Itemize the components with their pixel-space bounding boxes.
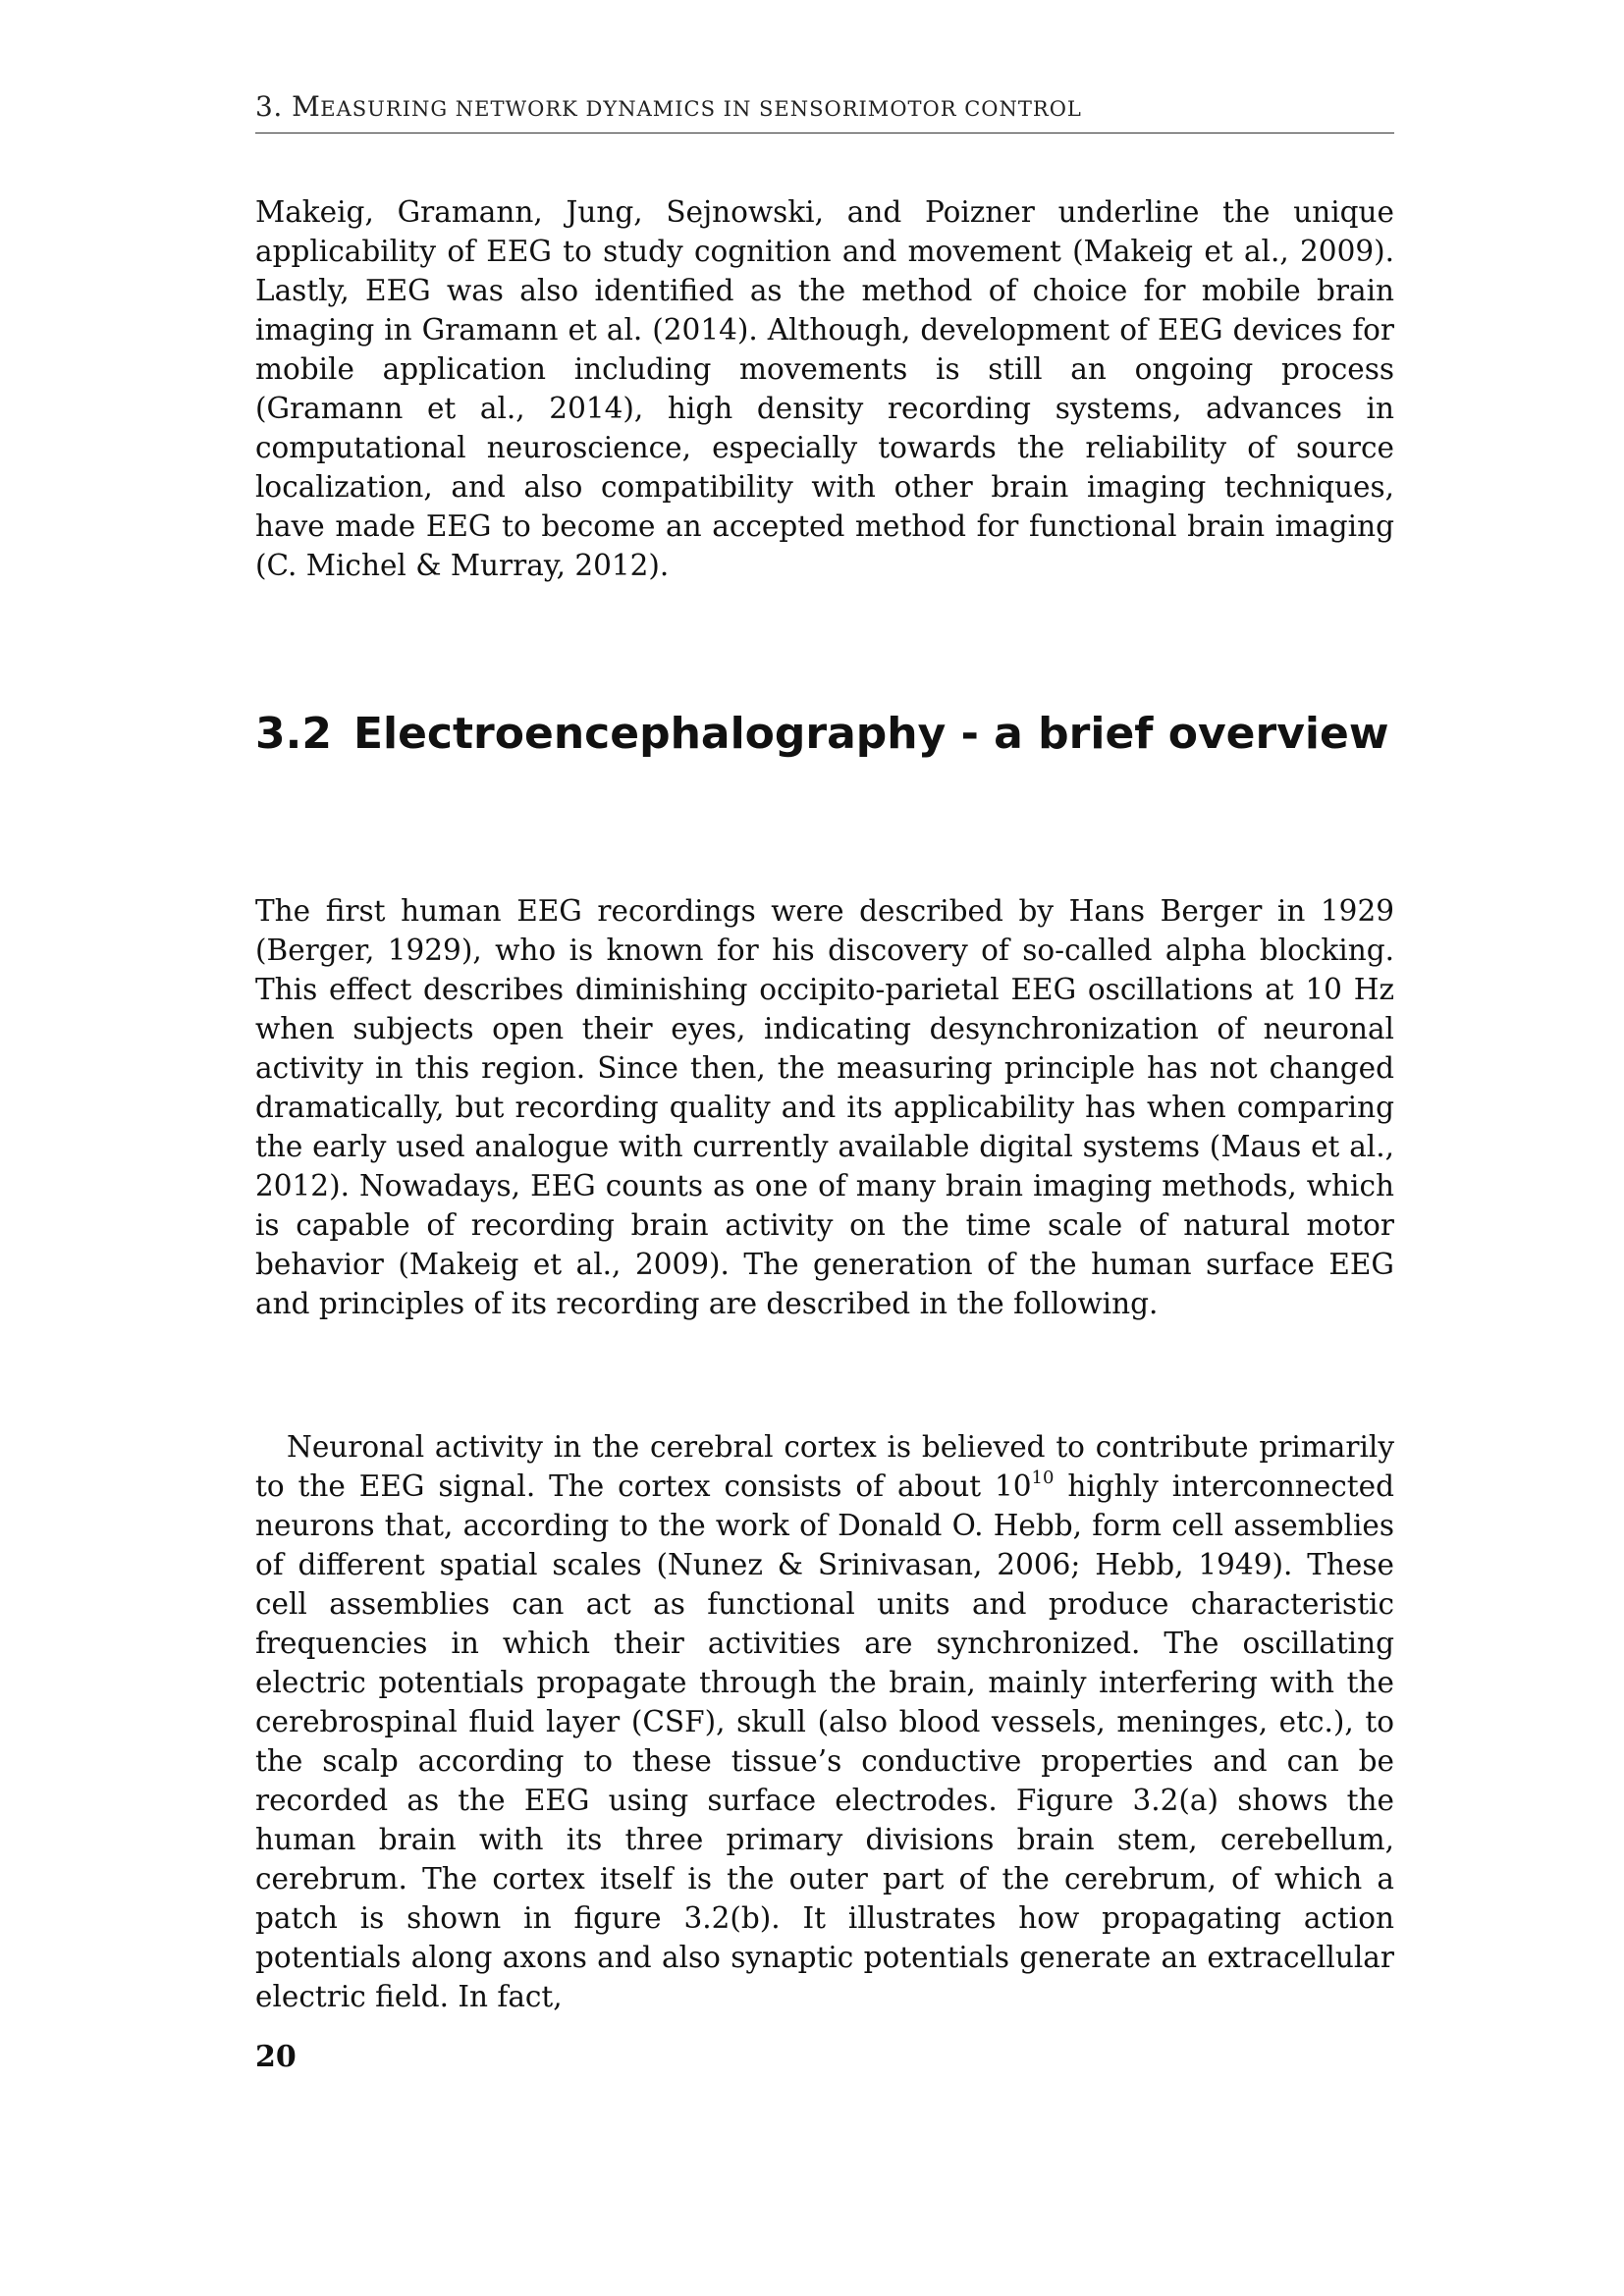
chapter-number: 3. <box>255 90 283 123</box>
paragraph-neuronal-activity-part2: highly interconnected neurons that, according to the work of Donald O. Hebb, form cell assemblies of different spatial scales (Nunez & Srinivasan, 2006; Hebb, 1949). These cell assemblies can act as functional units and produce characteristic frequencies in which their activities are synchronized. The oscillating electric potentials propagate through the brain, mainly interfering with the cerebrospinal fluid layer (CSF), skull (also blood vessels, meninges, etc.), to the scalp according to these tissue’s conductive properties and can be recorded as the EEG using surface electrodes. Figure 3.2(a) shows the human brain with its three primary divisions brain stem, cerebellum, cerebrum. The cortex itself is the outer part of the cerebrum, of which a patch is shown in figure 3.2(b). It illustrates how propagating action potentials along axons and also synaptic potentials generate an extracellular electric field. In fact, <box>255 1469 1394 2013</box>
section-number: 3.2 <box>255 709 332 759</box>
section-heading <box>255 705 1394 764</box>
paragraph-intro: Makeig, Gramann, Jung, Sejnowski, and Poizner underline the unique applicability of EEG to study cognition and movement (Makeig et al., 2009). Lastly, EEG was also identified as the method of choice for mobile brain imaging in Gramann et al. (2014). Although, development of EEG devices for mobile application including movements is still an ongoing process (Gramann et al., 2014), high density recording systems, advances in computational neuroscience, especially towards the reliability of source localization, and also compatibility with other brain imaging techniques, have made EEG to become an accepted method for functional brain imaging (C. Michel & Murray, 2012). <box>255 195 1394 582</box>
paragraph-neuronal-activity <box>255 1427 1394 2016</box>
running-header <box>255 90 1394 133</box>
chapter-first-letter: M <box>292 90 321 123</box>
paragraph-history: The first human EEG recordings were described by Hans Berger in 1929 (Berger, 1929), who is known for his discovery of so-called alpha blocking. This effect describes diminishing occipito-parietal EEG oscillations at 10 Hz when subjects open their eyes, indicating desynchronization of neuronal activity in this region. Since then, the measuring principle has not changed dramatically, but recording quality and its applicability has when comparing the early used analogue with currently available digital systems (Maus et al., 2012). Nowadays, EEG counts as one of many brain imaging methods, which is capable of recording brain activity on the time scale of natural motor behavior (Makeig et al., 2009). The generation of the human surface EEG and principles of its recording are described in the following. <box>255 894 1394 1320</box>
page-number: 20 <box>255 2040 297 2074</box>
paragraph-neuronal-activity-part1: Neuronal activity in the cerebral cortex is believed to contribute primarily to the EEG signal. The cortex consists of about 10 <box>255 1430 1394 1503</box>
section-title-text: Electroencephalography - a brief overview <box>352 709 1389 759</box>
exponent: 10 <box>1031 1468 1055 1489</box>
chapter-title: EASURING NETWORK DYNAMICS IN SENSORIMOTOR CONTROL <box>320 97 1082 121</box>
